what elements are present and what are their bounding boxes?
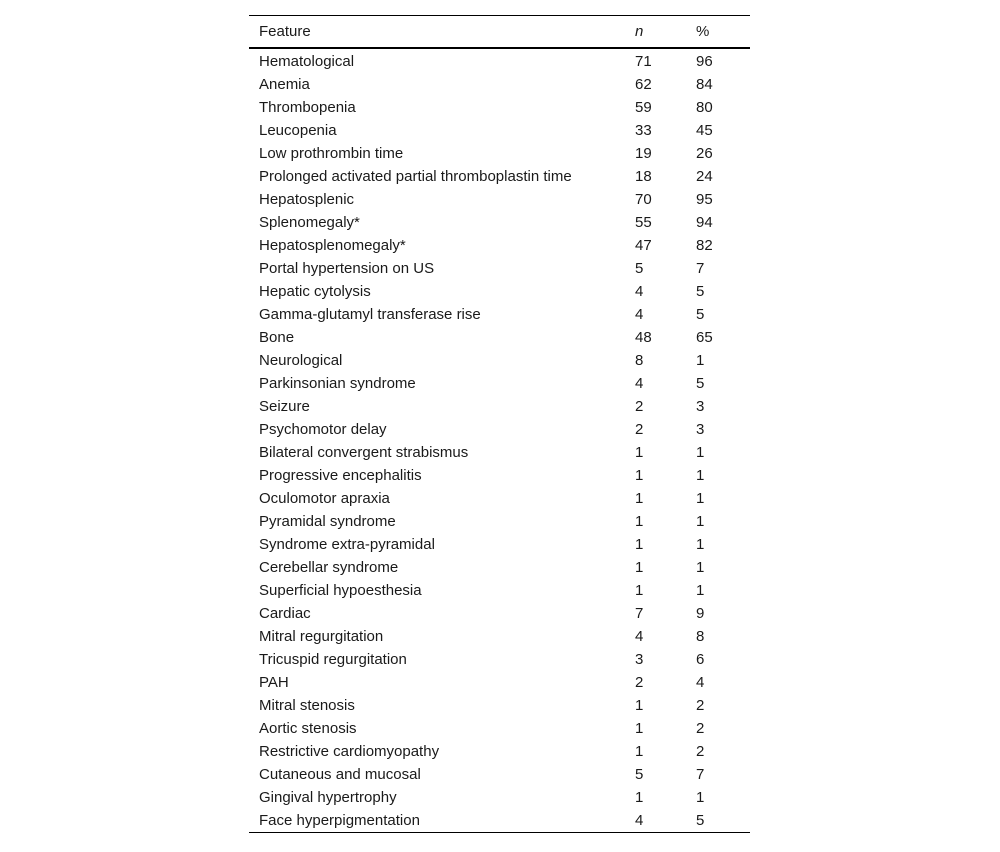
- cell-n: 1: [635, 444, 644, 461]
- cell-percent: 26: [696, 145, 713, 162]
- cell-percent: 5: [696, 375, 705, 392]
- cell-feature: Neurological: [259, 352, 343, 369]
- cell-percent: 4: [696, 674, 705, 691]
- header-percent: %: [696, 23, 710, 40]
- table-row: [249, 786, 750, 809]
- cell-feature: Face hyperpigmentation: [259, 812, 420, 829]
- table-row: [249, 418, 750, 441]
- features-table: [249, 15, 750, 833]
- table-row: [249, 464, 750, 487]
- cell-n: 3: [635, 651, 644, 668]
- table-row: [249, 349, 750, 372]
- table-row: [249, 556, 750, 579]
- cell-n: 7: [635, 605, 644, 622]
- cell-feature: Gingival hypertrophy: [259, 789, 397, 806]
- table-row: [249, 280, 750, 303]
- cell-n: 4: [635, 375, 644, 392]
- cell-percent: 2: [696, 743, 705, 760]
- cell-feature: Syndrome extra-pyramidal: [259, 536, 435, 553]
- cell-feature: Bone: [259, 329, 295, 346]
- table-row: [249, 487, 750, 510]
- table-row: [249, 648, 750, 671]
- cell-n: 4: [635, 306, 644, 323]
- cell-percent: 96: [696, 53, 713, 70]
- cell-feature: Cutaneous and mucosal: [259, 766, 421, 783]
- table-row: [249, 119, 750, 142]
- cell-n: 1: [635, 559, 644, 576]
- table-row: [249, 165, 750, 188]
- cell-feature: Psychomotor delay: [259, 421, 387, 438]
- cell-n: 1: [635, 513, 644, 530]
- cell-n: 1: [635, 582, 644, 599]
- cell-percent: 3: [696, 421, 705, 438]
- cell-percent: 6: [696, 651, 705, 668]
- cell-feature: Oculomotor apraxia: [259, 490, 390, 507]
- cell-n: 2: [635, 674, 644, 691]
- cell-n: 4: [635, 812, 644, 829]
- cell-percent: 82: [696, 237, 713, 254]
- cell-percent: 9: [696, 605, 705, 622]
- cell-feature: Splenomegaly*: [259, 214, 360, 231]
- table-row: [249, 809, 750, 833]
- cell-percent: 7: [696, 766, 705, 783]
- table-row: [249, 142, 750, 165]
- cell-n: 1: [635, 467, 644, 484]
- cell-n: 18: [635, 168, 652, 185]
- cell-n: 1: [635, 697, 644, 714]
- header-feature: Feature: [259, 23, 311, 40]
- cell-percent: 95: [696, 191, 713, 208]
- cell-n: 33: [635, 122, 652, 139]
- cell-feature: Tricuspid regurgitation: [259, 651, 407, 668]
- table-row: [249, 694, 750, 717]
- cell-feature: Low prothrombin time: [259, 145, 404, 162]
- cell-percent: 80: [696, 99, 713, 116]
- cell-percent: 5: [696, 283, 705, 300]
- cell-n: 8: [635, 352, 644, 369]
- table-row: [249, 211, 750, 234]
- cell-feature: Seizure: [259, 398, 310, 415]
- table-row: [249, 602, 750, 625]
- cell-feature: Parkinsonian syndrome: [259, 375, 416, 392]
- cell-percent: 1: [696, 444, 705, 461]
- cell-percent: 24: [696, 168, 713, 185]
- table-row: [249, 326, 750, 349]
- header-n: n: [635, 23, 644, 40]
- cell-n: 70: [635, 191, 652, 208]
- cell-feature: Cerebellar syndrome: [259, 559, 399, 576]
- table-row: [249, 441, 750, 464]
- table-row: [249, 96, 750, 119]
- cell-n: 5: [635, 766, 644, 783]
- table-row: [249, 372, 750, 395]
- table-row: [249, 717, 750, 740]
- cell-feature: Hematological: [259, 53, 355, 70]
- cell-percent: 5: [696, 306, 705, 323]
- table-row: [249, 395, 750, 418]
- table-row: [249, 579, 750, 602]
- cell-feature: Prolonged activated partial thromboplastin time: [259, 168, 572, 185]
- table-row: [249, 671, 750, 694]
- cell-n: 59: [635, 99, 652, 116]
- cell-n: 48: [635, 329, 652, 346]
- cell-percent: 1: [696, 490, 705, 507]
- cell-n: 1: [635, 743, 644, 760]
- cell-percent: 1: [696, 582, 705, 599]
- header-row: [249, 16, 750, 49]
- cell-feature: Aortic stenosis: [259, 720, 357, 737]
- cell-n: 5: [635, 260, 644, 277]
- cell-n: 4: [635, 628, 644, 645]
- cell-percent: 84: [696, 76, 713, 93]
- cell-n: 19: [635, 145, 652, 162]
- cell-feature: Hepatic cytolysis: [259, 283, 371, 300]
- cell-feature: Hepatosplenic: [259, 191, 355, 208]
- table-row: [249, 188, 750, 211]
- cell-feature: Gamma-glutamyl transferase rise: [259, 306, 481, 323]
- cell-n: 1: [635, 536, 644, 553]
- cell-n: 1: [635, 490, 644, 507]
- cell-n: 47: [635, 237, 652, 254]
- cell-feature: Mitral regurgitation: [259, 628, 384, 645]
- cell-n: 71: [635, 53, 652, 70]
- cell-feature: Leucopenia: [259, 122, 337, 139]
- cell-feature: Portal hypertension on US: [259, 260, 435, 277]
- cell-percent: 2: [696, 720, 705, 737]
- table-header: [249, 16, 750, 49]
- table-row: [249, 533, 750, 556]
- cell-feature: Hepatosplenomegaly*: [259, 237, 406, 254]
- cell-percent: 7: [696, 260, 705, 277]
- cell-n: 2: [635, 398, 644, 415]
- table-row: [249, 234, 750, 257]
- table-row: [249, 257, 750, 280]
- cell-percent: 65: [696, 329, 713, 346]
- cell-feature: Thrombopenia: [259, 99, 356, 116]
- cell-percent: 1: [696, 513, 705, 530]
- cell-n: 1: [635, 789, 644, 806]
- cell-percent: 1: [696, 536, 705, 553]
- cell-n: 55: [635, 214, 652, 231]
- cell-percent: 1: [696, 352, 705, 369]
- cell-percent: 1: [696, 467, 705, 484]
- table-row: [249, 510, 750, 533]
- table-row: [249, 48, 750, 73]
- cell-percent: 45: [696, 122, 713, 139]
- table-row: [249, 740, 750, 763]
- table-row: [249, 625, 750, 648]
- cell-percent: 1: [696, 559, 705, 576]
- cell-percent: 3: [696, 398, 705, 415]
- cell-n: 62: [635, 76, 652, 93]
- table-row: [249, 73, 750, 96]
- cell-n: 4: [635, 283, 644, 300]
- cell-percent: 8: [696, 628, 705, 645]
- cell-n: 2: [635, 421, 644, 438]
- cell-feature: PAH: [259, 674, 289, 691]
- cell-feature: Superficial hypoesthesia: [259, 582, 422, 599]
- cell-percent: 2: [696, 697, 705, 714]
- cell-percent: 5: [696, 812, 705, 829]
- cell-percent: 94: [696, 214, 713, 231]
- table-body: [249, 48, 750, 833]
- table-row: [249, 763, 750, 786]
- cell-feature: Mitral stenosis: [259, 697, 355, 714]
- cell-feature: Pyramidal syndrome: [259, 513, 396, 530]
- table-row: [249, 303, 750, 326]
- cell-feature: Restrictive cardiomyopathy: [259, 743, 440, 760]
- cell-percent: 1: [696, 789, 705, 806]
- cell-n: 1: [635, 720, 644, 737]
- cell-feature: Progressive encephalitis: [259, 467, 422, 484]
- cell-feature: Bilateral convergent strabismus: [259, 444, 469, 461]
- cell-feature: Cardiac: [259, 605, 311, 622]
- cell-feature: Anemia: [259, 76, 310, 93]
